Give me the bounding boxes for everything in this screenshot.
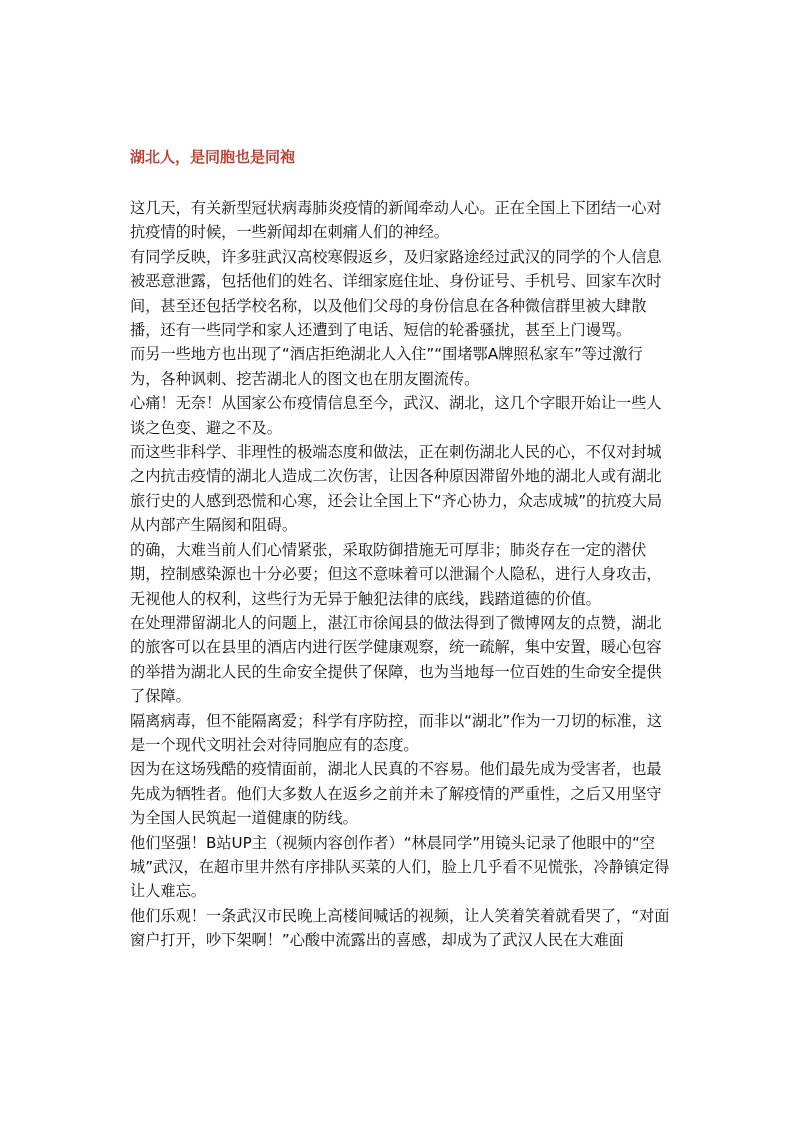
article-body	[130, 196, 670, 953]
paragraph: 心痛！无奈！从国家公布疫情信息至今，武汉、湖北，这几个字眼开始让一些人谈之色变、避之不及。	[130, 394, 662, 437]
paragraph: 因为在这场残酷的疫情面前，湖北人民真的不容易。他们最先成为受害者，也最先成为牺牲者。他们大多数人在返乡之前并未了解疫情的严重性，之后又用坚守为全国人民筑起一道健康的防线。	[130, 760, 662, 828]
paragraph: 而这些非科学、非理性的极端态度和做法，正在刺伤湖北人民的心，不仅对封城之内抗击疫情的湖北人造成二次伤害，让因各种原因滞留外地的湖北人或有湖北旅行史的人感到恐慌和心寒，还会让全国上下“齐心协力，众志成城”的抗疫大局从内部产生隔阂和阻碍。	[130, 443, 663, 535]
paragraph: 他们乐观！一条武汉市民晚上高楼间喊话的视频，让人笑着笑着就看哭了，“对面窗户打开，吵下架啊！”心酸中流露出的喜感，却成为了武汉人民在大难面	[130, 906, 670, 950]
paragraph: 这几天，有关新型冠状病毒肺炎疫情的新闻牵动人心。正在全国上下团结一心对抗疫情的时候，一些新闻却在刺痛人们的神经。	[130, 199, 662, 242]
paragraph: 而另一些地方也出现了“酒店拒绝湖北人入住”“围堵鄂A牌照私家车”等过激行为，各种讽刺、挖苦湖北人的图文也在朋友圈流传。	[130, 345, 643, 388]
paragraph: 他们坚强！B站UP主（视频内容创作者）“林晨同学”用镜头记录了他眼中的“空城”武汉，在超市里井然有序排队买菜的人们，脸上几乎看不见慌张，冷静镇定得让人难忘。	[130, 833, 670, 901]
article-title: 湖北人，是同胞也是同袍	[130, 148, 296, 166]
paragraph: 的确，大难当前人们心情紧张，采取防御措施无可厚非；肺炎存在一定的潜伏期，控制感染源也十分必要；但这不意味着可以泄漏个人隐私，进行人身攻击，无视他人的权利，这些行为无异于触犯法律的底线，践踏道德的价值。	[130, 540, 662, 608]
paragraph: 在处理滞留湖北人的问题上，湛江市徐闻县的做法得到了微博网友的点赞，湖北的旅客可以在县里的酒店内进行医学健康观察，统一疏解，集中安置，暖心包容的举措为湖北人民的生命安全提供了保障，也为当地每一位百姓的生命安全提供了保障。	[130, 613, 662, 706]
paragraph: 隔离病毒，但不能隔离爱；科学有序防控，而非以“湖北”作为一刀切的标准，这是一个现代文明社会对待同胞应有的态度。	[130, 711, 663, 754]
paragraph: 有同学反映，许多驻武汉高校寒假返乡，及归家路途经过武汉的同学的个人信息被恶意泄露，包括他们的姓名、详细家庭住址、身份证号、手机号、回家车次时间，甚至还包括学校名称，以及他们父母的身份信息在各种微信群里被大肆散播，还有一些同学和家人还遭到了电话、短信的轮番骚扰，甚至上门谩骂。	[130, 247, 662, 340]
